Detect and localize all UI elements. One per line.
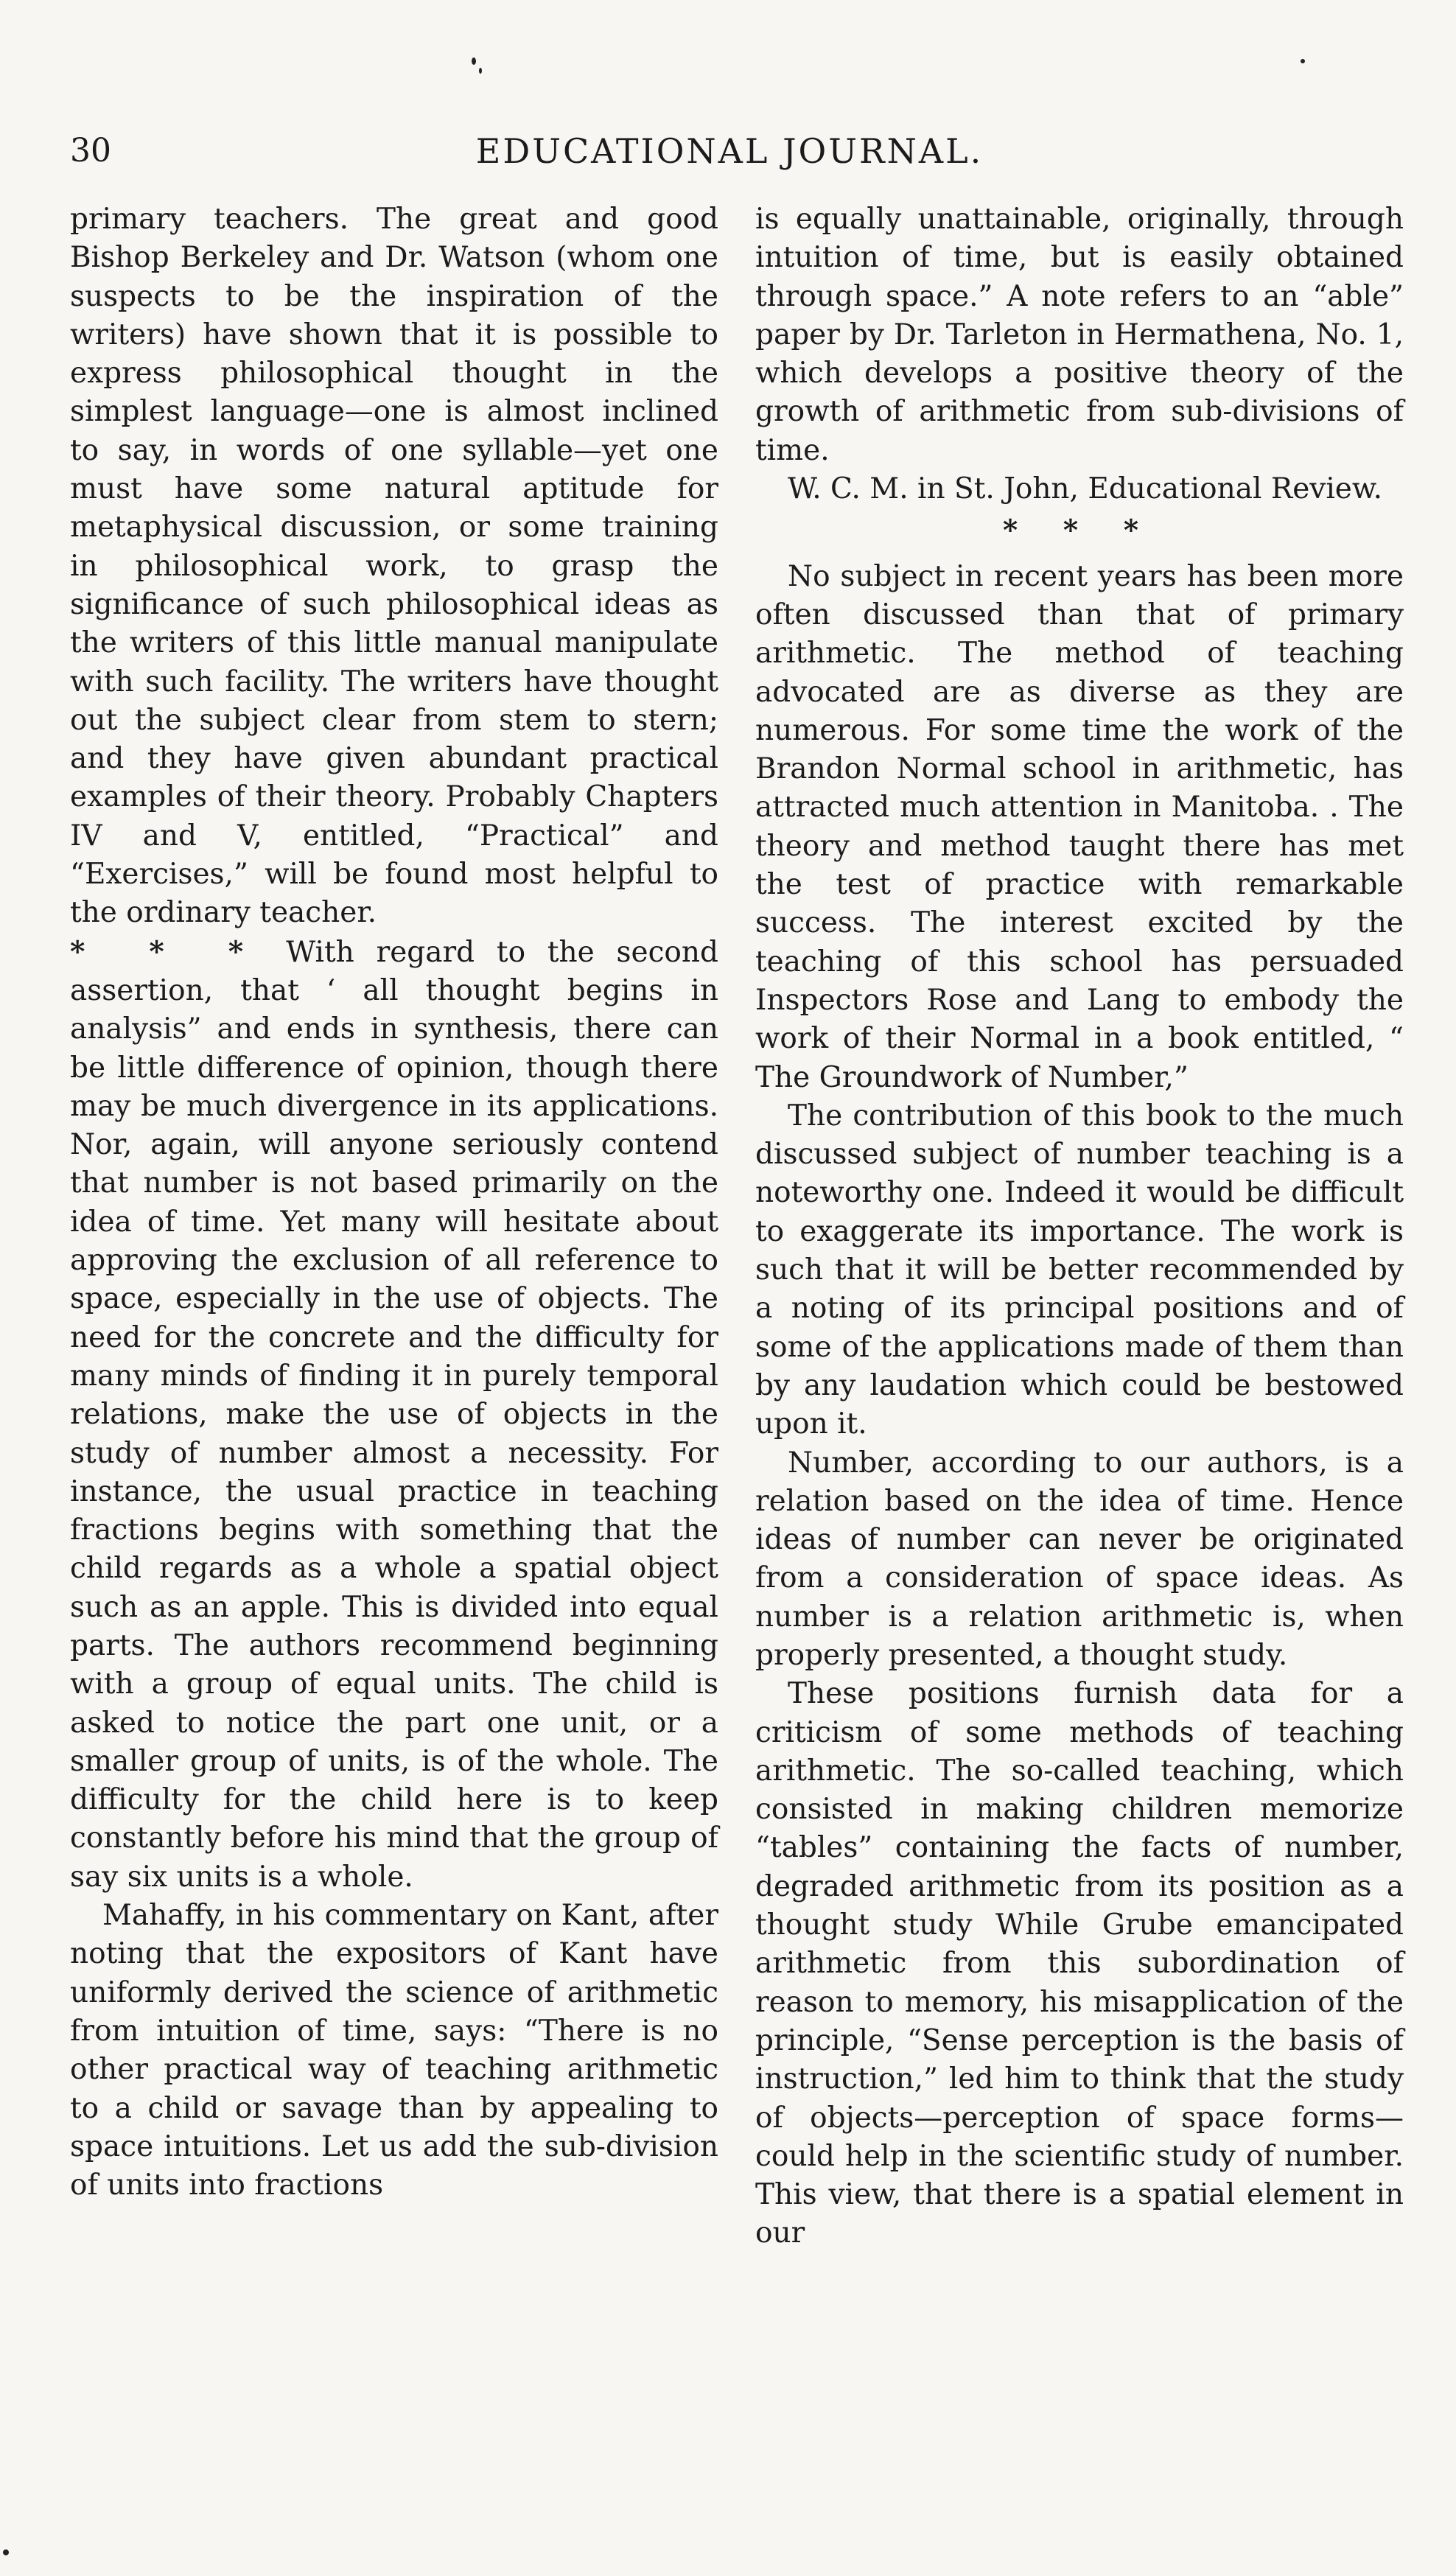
right-paragraph-1: is equally unattainable, originally, through intuition of time, but is easily obtained through space.” A note refers to an “able” paper by Dr. Tarleton in Hermathena, No. 1, which develops a positive theory of the growth of arithmetic from sub-divisions of time.	[755, 203, 1404, 467]
left-paragraph-1: primary teachers. The great and good Bishop Berkeley and Dr. Watson (whom one suspects to be the inspiration of the writers) have shown that it is possible to express philosophical thought in the simplest language—one is almost inclined to say, in words of one syllable—yet one must have some natural aptitude for metaphysical discussion, or some training in philosophical work, to grasp the significance of such philosophical ideas as the writers of this little manual manipulate with such facility. The writers have thought out the subject clear from stem to stern; and they have given abundant practical examples of their theory. Probably Chapters IV and V, entitled, “Practical” and “Exercises,” will be found most helpful to the ordinary teacher.	[70, 203, 718, 930]
left-paragraph-2-text: With regard to the second assertion, that ‘ all thought begins in analysis” and ends in synthesis, there can be little difference of opinion, though there may be much divergence in its applications. Nor, again, will anyone seriously contend that number is not based primarily on the idea of time. Yet many will hesitate about approving the exclusion of all reference to space, especially in the use of objects. The need for the concrete and the difficulty for many minds of finding it in purely temporal relations, make the use of objects in the study of number almost a necessity. For instance, the usual practice in teaching fractions begins with something that the child regards as a whole a spatial object such as an apple. This is divided into equal parts. The authors recommend beginning with a group of equal units. The child is asked to notice the part one unit, or a smaller group of units, is of the whole. The difficulty for the child here is to keep constantly before his mind that the group of say six units is a whole.	[70, 935, 718, 1894]
left-paragraph-3: Mahaffy, in his commentary on Kant, after noting that the expositors of Kant have uniformly derived the science of arithmetic from intuition of time, says: “There is no other practical way of teaching arithmetic to a child or savage than by appealing to space intuitions. Let us add the sub-division of units into fractions	[70, 1899, 718, 2202]
page-header	[70, 125, 1389, 177]
ink-speck	[479, 68, 482, 74]
journal-title: EDUCATIONAL JOURNAL.	[475, 131, 984, 171]
ink-speck	[3, 2549, 9, 2555]
right-paragraph-3: The contribution of this book to the much discussed subject of number teaching is a noteworthy one. Indeed it would be difficult to exaggerate its importance. The work is such that it will be better recommended by a noting of its principal positions and of some of the applications made of them than by any laudation which could be bestowed upon it.	[755, 1099, 1404, 1441]
left-paragraph-2	[70, 933, 718, 1897]
article-signature: W. C. M. in St. John, Educational Review.	[788, 472, 1383, 506]
left-column	[70, 200, 718, 2205]
section-separator: * * *	[70, 934, 265, 969]
right-paragraph-5: These positions furnish data for a criticism of some methods of teaching arithmetic. The so-called teaching, which consisted in making children memorize “tables” containing the facts of number, degraded arithmetic from its position as a thought study While Grube emancipated arithmetic from this subordination of reason to memory, his misapplication of the principle, “Sense perception is the basis of instruction,” led him to think that the study of objects—perception of space forms—could help in the scientific study of number. This view, that there is a spatial element in our	[755, 1677, 1404, 2250]
right-paragraph-2: No subject in recent years has been more often discussed than that of primary arithmetic. The method of teaching advocated are as diverse as they are numerous. For some time the work of the Brandon Normal school in arithmetic, has attracted much attention in Manitoba. . The theory and method taught there has met the test of practice with remarkable success. The interest excited by the teaching of this school has persuaded Inspectors Rose and Lang to embody the work of their Normal in a book entitled, “ The Groundwork of Number,”	[755, 559, 1404, 1094]
ink-speck	[472, 57, 476, 65]
ink-speck	[1301, 59, 1305, 63]
right-paragraph-4: Number, according to our authors, is a relation based on the idea of time. Hence ideas of number can never be originated from a consideration of space ideas. As number is a relation arithmetic is, when properly presented, a thought study.	[755, 1446, 1404, 1672]
right-column	[755, 200, 1404, 2253]
page-number: 30	[70, 132, 111, 169]
section-separator: * * *	[1002, 514, 1157, 548]
